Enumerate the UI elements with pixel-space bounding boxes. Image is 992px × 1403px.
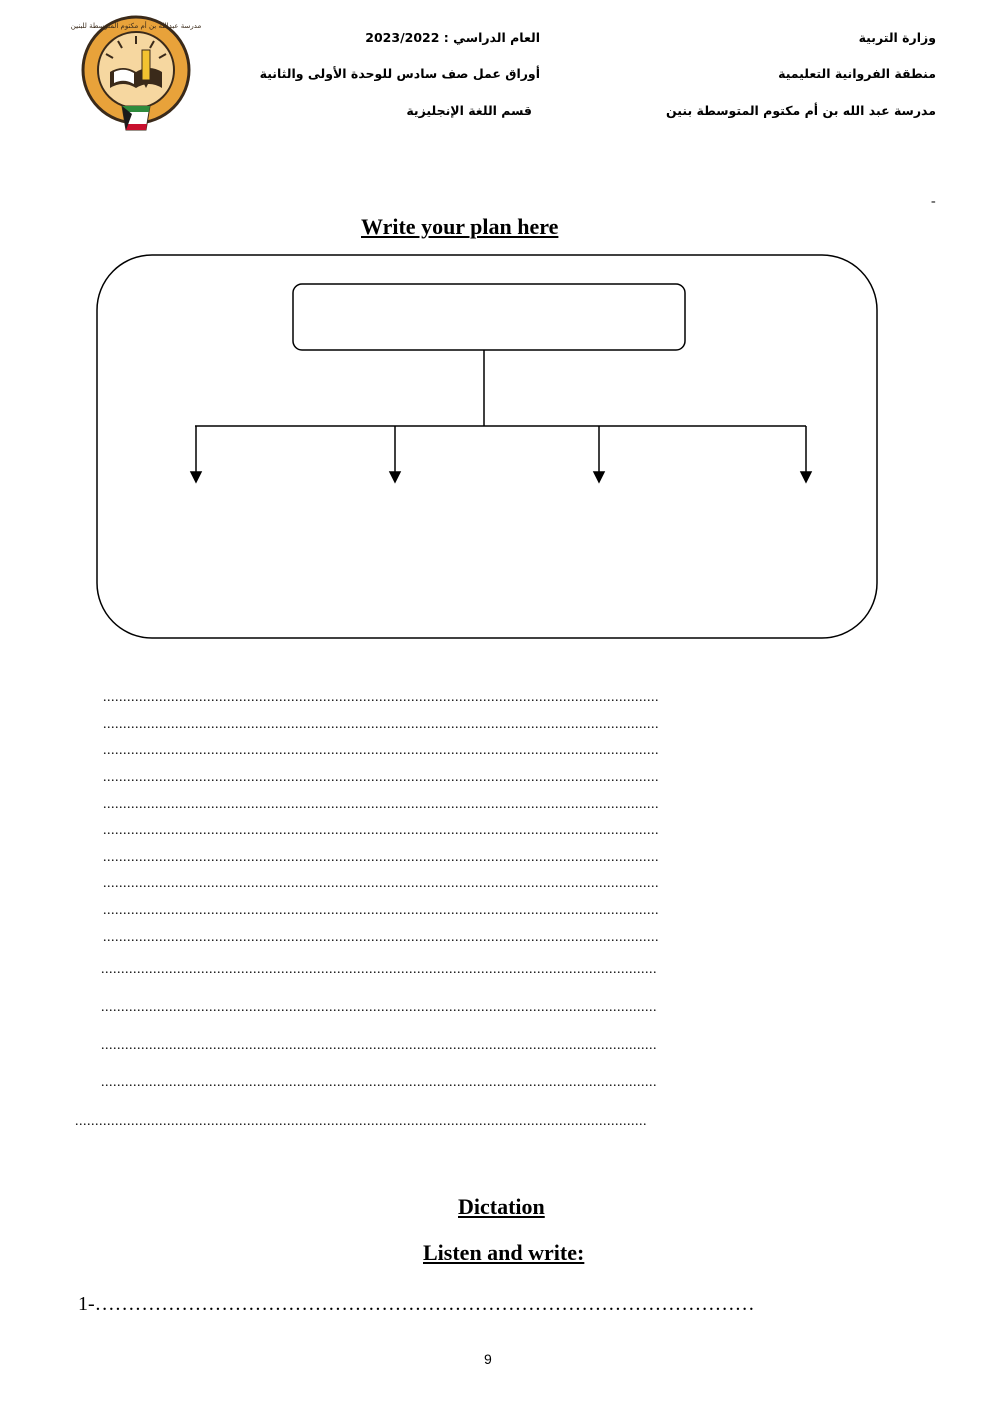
dictation-subtitle: Listen and write: <box>423 1240 585 1265</box>
dictation-line-1[interactable]: 1-……………………………………………………………………………………… <box>78 1293 755 1315</box>
header-school: مدرسة عبد الله بن أم مكتوم المتوسطة بنين <box>665 103 936 118</box>
header-department: قسم اللغة الإنجليزية <box>406 103 532 118</box>
writing-line-10[interactable]: ........................................................................................................................................... <box>103 930 659 945</box>
header-district: منطقة الفروانية التعليمية <box>778 66 936 81</box>
page-number: 9 <box>484 1351 492 1367</box>
writing-line-15[interactable]: ............................................................................................................................................... <box>75 1114 647 1129</box>
header-worksheet-title: أوراق عمل صف سادس للوحدة الأولى والثانية <box>259 66 540 81</box>
writing-line-5[interactable]: ........................................................................................................................................... <box>103 797 659 812</box>
writing-line-13[interactable]: ........................................................................................................................................... <box>101 1038 657 1053</box>
header-ministry: وزارة التربية <box>858 30 936 45</box>
writing-line-12[interactable]: ........................................................................................................................................... <box>101 1000 657 1015</box>
writing-line-8[interactable]: ........................................................................................................................................... <box>103 876 659 891</box>
writing-line-4[interactable]: ........................................................................................................................................... <box>103 770 659 785</box>
logo-text: مدرسة عبدالله بن أم مكتوم المتوسطة للبنين <box>70 22 202 30</box>
header-academic-year: العام الدراسي : 2023/2022 <box>365 30 540 45</box>
writing-line-6[interactable]: ........................................................................................................................................... <box>103 823 659 838</box>
writing-line-9[interactable]: ........................................................................................................................................... <box>103 903 659 918</box>
stray-dash: - <box>931 194 936 209</box>
school-logo <box>70 14 202 134</box>
plan-frame <box>97 255 877 638</box>
plan-diagram <box>96 254 878 640</box>
writing-line-14[interactable]: ........................................................................................................................................... <box>101 1075 657 1090</box>
writing-line-3[interactable]: ........................................................................................................................................... <box>103 743 659 758</box>
writing-line-1[interactable]: ........................................................................................................................................... <box>103 690 659 705</box>
writing-line-11[interactable]: ........................................................................................................................................... <box>101 962 657 977</box>
dictation-title: Dictation <box>458 1194 545 1219</box>
writing-line-7[interactable]: ........................................................................................................................................... <box>103 850 659 865</box>
plan-title: Write your plan here <box>361 214 559 239</box>
main-idea-box <box>293 284 685 350</box>
writing-line-2[interactable]: ........................................................................................................................................... <box>103 717 659 732</box>
